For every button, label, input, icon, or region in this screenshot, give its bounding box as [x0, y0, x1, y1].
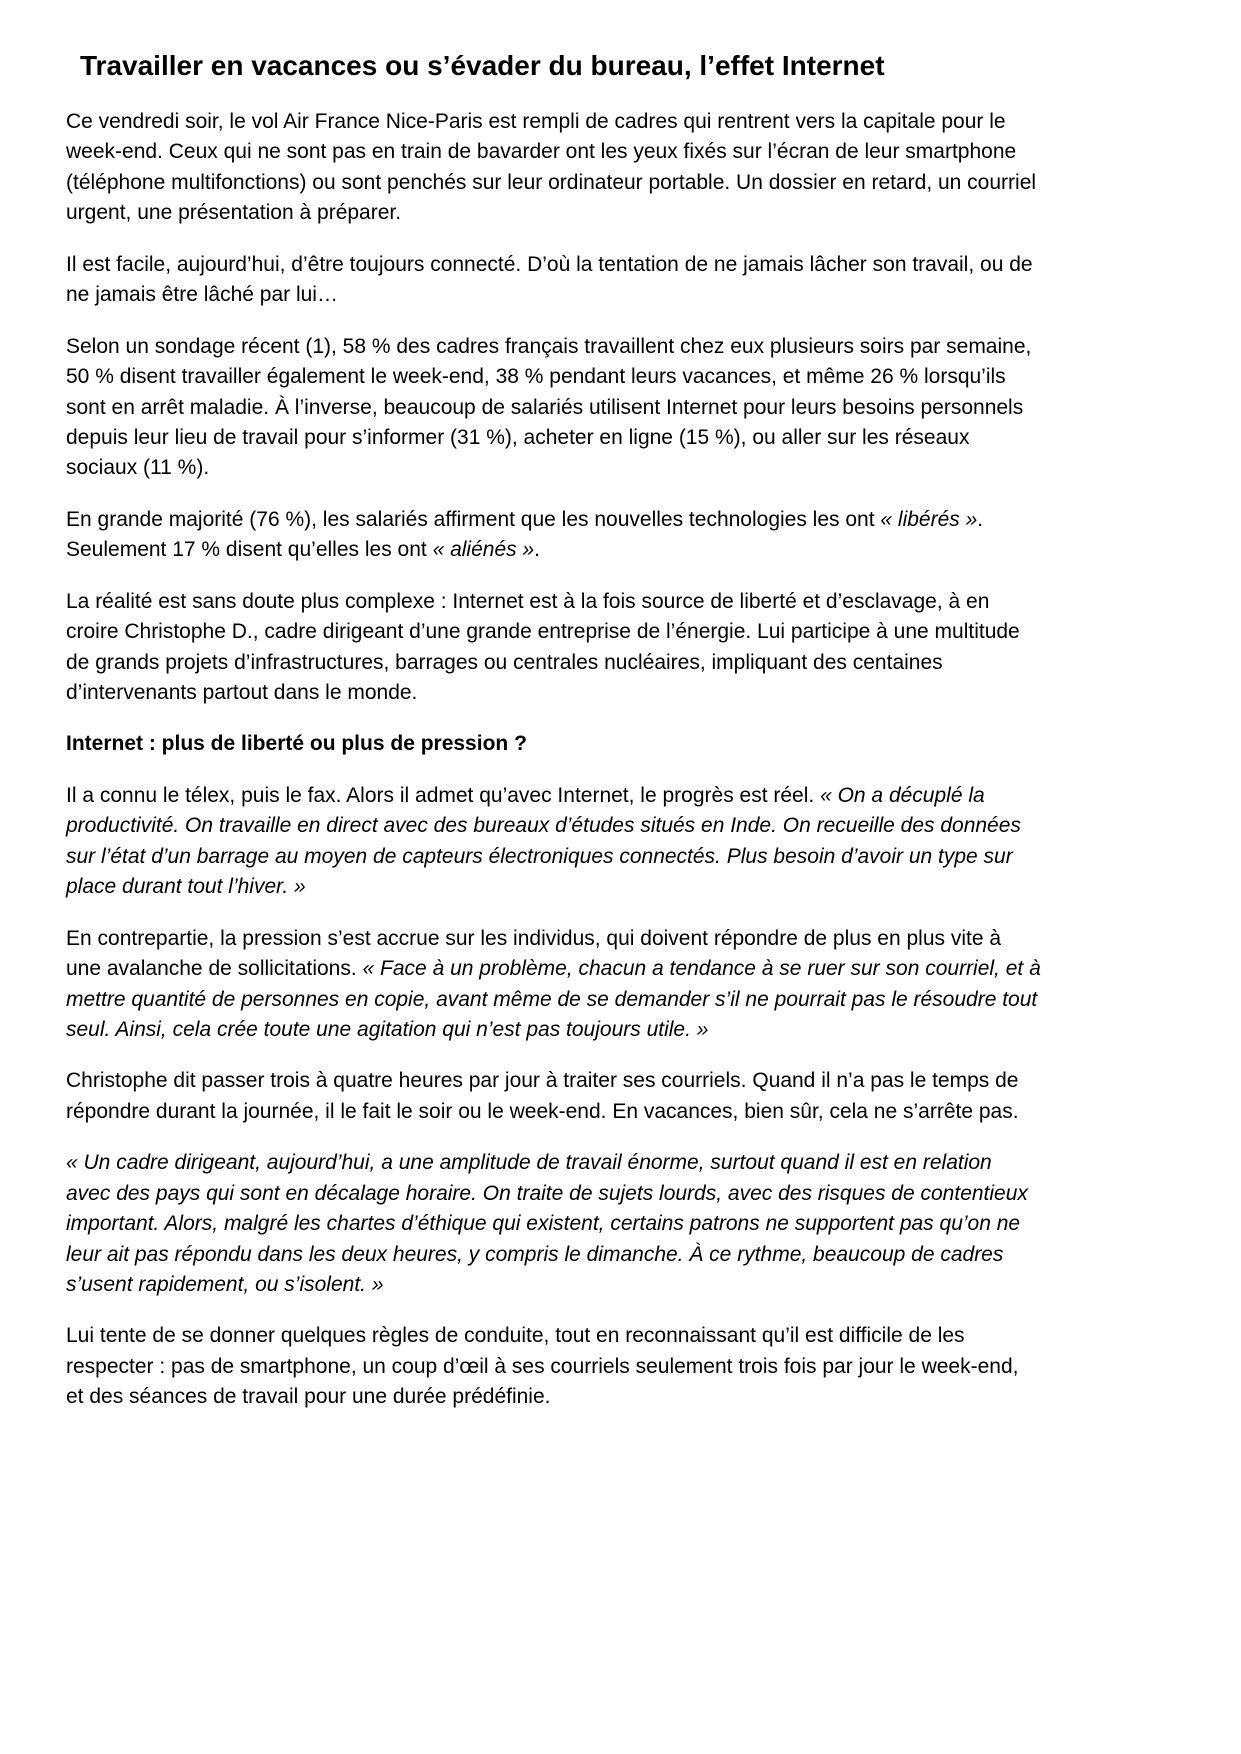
paragraph-executive-quote	[66, 1148, 1041, 1300]
paragraph-telex-fax-quote	[66, 781, 1041, 903]
text-run-italic: « aliénés »	[432, 538, 535, 562]
text-run-italic: « On a décuplé la productivité. On travaille en direct avec des bureaux d’études situés en Inde. On recueille des données sur l’état d’un barrage au moyen de capteurs électroniques connectés. Plus besoin d’avoir un type sur place durant tout l’hiver. »	[66, 783, 1021, 899]
paragraph-liberated-alienated	[66, 505, 1041, 566]
paragraph-christophe-intro	[66, 587, 1041, 709]
text-run: En grande majorité (76 %), les salariés affirment que les nouvelles technologies les ont	[66, 507, 881, 531]
text-run: . Seulement 17 % disent qu’elles les ont	[66, 507, 984, 562]
text-run: Ce vendredi soir, le vol Air France Nice-Paris est rempli de cadres qui rentrent vers la capitale pour le week-end. Ceux qui ne sont pas en train de bavarder ont les yeux fixés sur l’écran de leur smartphone (téléphone multifonctions) ou sont penchés sur leur ordinateur portable. Un dossier en retard, un courriel urgent, une présentation à préparer.	[66, 110, 1037, 225]
text-run: .	[534, 538, 540, 562]
article-title: Travailler en vacances ou s’évader du bureau, l’effet Internet	[80, 50, 885, 81]
paragraph-intro-flight	[66, 107, 1041, 229]
paragraph-email-hours	[66, 1066, 1041, 1127]
text-run: Il est facile, aujourd’hui, d’être toujours connecté. D’où la tentation de ne jamais lâcher son travail, ou de ne jamais être lâché par lui…	[66, 252, 1033, 307]
text-run-italic: « libérés »	[880, 507, 978, 531]
paragraph-pressure-quote	[66, 924, 1041, 1046]
text-run: Lui tente de se donner quelques règles de conduite, tout en reconnaissant qu’il est difficile de les respecter : pas de smartphone, un coup d’œil à ses courriels seulement trois fois par jour le week-end, et des séances de travail pour une durée prédéfinie.	[66, 1324, 1019, 1409]
text-run: En contrepartie, la pression s’est accrue sur les individus, qui doivent répondre de plus en plus vite à une avalanche de sollicitations.	[66, 926, 1002, 981]
paragraph-survey-stats	[66, 332, 1041, 484]
paragraph-rules-of-conduct	[66, 1321, 1041, 1412]
text-run-italic: « Un cadre dirigeant, aujourd’hui, a une amplitude de travail énorme, surtout quand il est en relation avec des pays qui sont en décalage horaire. On traite de sujets lourds, avec des risques de contentieux important. Alors, malgré les chartes d’éthique qui existent, certains patrons ne supportent pas qu’on ne leur ait pas répondu dans les deux heures, y compris le dimanche. À ce rythme, beaucoup de cadres s’usent rapidement, ou s’isolent. »	[66, 1151, 1028, 1296]
text-run: Il a connu le télex, puis le fax. Alors il admet qu’avec Internet, le progrès est réel.	[66, 783, 821, 807]
text-run: La réalité est sans doute plus complexe : Internet est à la fois source de liberté et d’esclavage, à en croire Christophe D., cadre dirigeant d’une grande entreprise de l’énergie. Lui participe à une multitude de grands projets d’infrastructures, barrages ou centrales nucléaires, impliquant des centaines d’intervenants partout dans le monde.	[66, 589, 1020, 704]
text-run: Selon un sondage récent (1), 58 % des cadres français travaillent chez eux plusieurs soirs par semaine, 50 % disent travailler également le week-end, 38 % pendant leurs vacances, et même 26 % lorsqu’ils sont en arrêt maladie. À l’inverse, beaucoup de salariés utilisent Internet pour leurs besoins personnels depuis leur lieu de travail pour s’informer (31 %), acheter en ligne (15 %), ou aller sur les réseaux sociaux (11 %).	[66, 334, 1032, 480]
article-subheading: Internet : plus de liberté ou plus de pression ?	[66, 732, 527, 756]
text-run: Christophe dit passer trois à quatre heures par jour à traiter ses courriels. Quand il n’a pas le temps de répondre durant la journée, il le fait le soir ou le week-end. En vacances, bien sûr, cela ne s’arrête pas.	[66, 1069, 1019, 1123]
text-run-italic: « Face à un problème, chacun a tendance à se ruer sur son courriel, et à mettre quantité de personnes en copie, avant même de se demander s’il ne pourrait pas le résoudre tout seul. Ainsi, cela crée toute une agitation qui n’est pas toujours utile. »	[66, 957, 1041, 1041]
paragraph-always-connected	[66, 250, 1041, 311]
